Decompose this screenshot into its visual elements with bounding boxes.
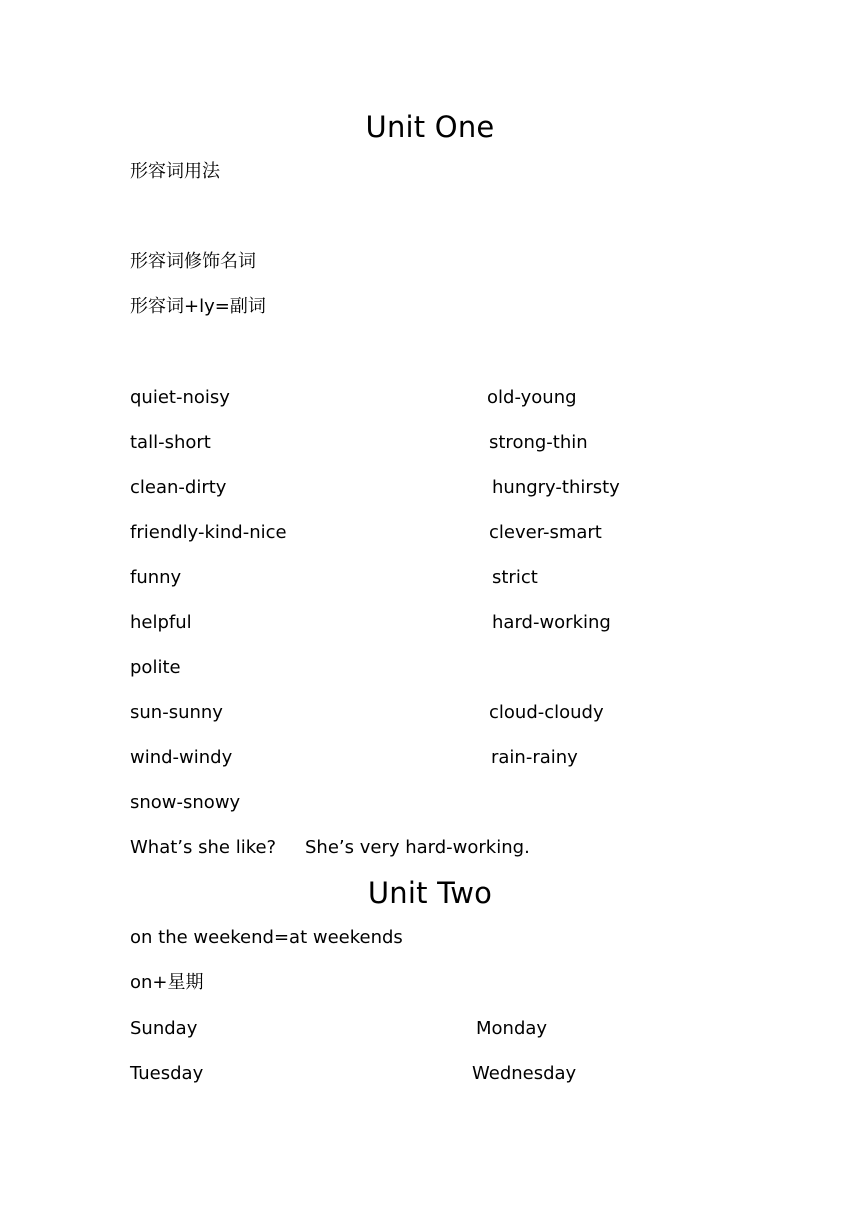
vocab-right: cloud-cloudy <box>489 702 604 723</box>
phrase-weekend: on the weekend=at weekends <box>130 927 403 948</box>
vocab-left: friendly-kind-nice <box>130 522 287 543</box>
vocab-left: quiet-noisy <box>130 387 230 408</box>
vocab-left: sun-sunny <box>130 702 223 723</box>
vocab-left: wind-windy <box>130 747 233 768</box>
vocab-left: snow-snowy <box>130 792 241 813</box>
phrase-on-weekday: on+星期 <box>130 972 204 993</box>
weekday-left: Sunday <box>130 1018 198 1039</box>
vocab-left: helpful <box>130 612 192 633</box>
vocab-right: strong-thin <box>489 432 588 453</box>
rule-adjective-modifies-noun: 形容词修饰名词 <box>130 251 256 272</box>
weekday-right: Monday <box>476 1018 548 1039</box>
unit-one-heading: 形容词用法 <box>130 161 220 182</box>
vocab-left: polite <box>130 657 181 678</box>
vocab-left: clean-dirty <box>130 477 227 498</box>
vocab-right: clever-smart <box>489 522 602 543</box>
vocab-right: strict <box>492 567 538 588</box>
vocab-right: hard-working <box>492 612 611 633</box>
vocab-left: tall-short <box>130 432 211 453</box>
unit-two-title: Unit Two <box>367 876 493 910</box>
weekday-right: Wednesday <box>472 1063 577 1084</box>
weekday-left: Tuesday <box>130 1063 204 1084</box>
vocab-left: funny <box>130 567 182 588</box>
vocab-right: hungry-thirsty <box>492 477 620 498</box>
rule-adjective-ly-adverb: 形容词+ly=副词 <box>130 296 266 317</box>
vocab-right: rain-rainy <box>491 747 578 768</box>
unit-one-title: Unit One <box>365 110 495 144</box>
example-answer: She’s very hard-working. <box>305 837 530 858</box>
example-question: What’s she like? <box>130 837 277 858</box>
vocab-right: old-young <box>487 387 577 408</box>
